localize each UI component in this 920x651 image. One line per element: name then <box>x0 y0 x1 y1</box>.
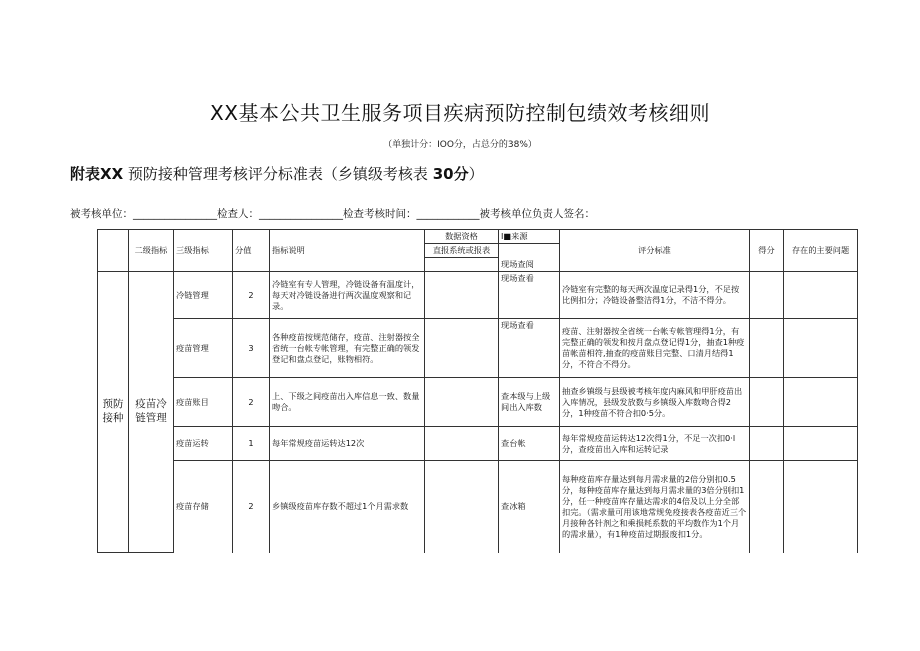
desc-cell: 上、下级之间疫苗出入库信息一致、数量吻合。 <box>270 378 425 427</box>
direct-report-cell <box>425 427 499 461</box>
header-level3: 三级指标 <box>174 230 233 272</box>
desc-cell: 每年常规疫苗运转达12次 <box>270 427 425 461</box>
direct-report-cell <box>425 319 499 378</box>
header-level1-cell <box>98 230 129 272</box>
field-check-cell: 查台帐 <box>499 427 560 461</box>
criteria-cell: 每种疫苗库存量达到每月需求量的2倍分别扣0.5分，每种疫苗库存量达到每月需求量的3倍分别扣1分，任一种疫苗库存量达需求的4倍及以上分全部扣完。（需求量可用该地常规免疫接表各疫苗近三个月接种各针剂之和乘损耗系数的平均数作为1个月的需求量），有1种疫苗过期报废扣1分。 <box>560 461 750 553</box>
header-field-blank <box>499 244 560 258</box>
header-desc: 指标说明 <box>270 230 425 272</box>
criteria-cell: 冷链室有完整的每天两次温度记录得1分，不足按比例扣分；冷链设备整洁得1分，不洁不得分。 <box>560 272 750 319</box>
page-subtitle: （单独计分：IOO分，占总分的38%） <box>383 140 537 150</box>
page-title: XX基本公共卫生服务项目疾病预防控制包绩效考核细则 <box>210 101 710 125</box>
header-score: 分值 <box>233 230 270 272</box>
points-cell <box>750 319 784 378</box>
table-row <box>98 378 858 427</box>
criteria-cell: 每年常规疫苗运转达12次得1分，不足一次扣0·l分，查疫苗出入库和运转记录 <box>560 427 750 461</box>
score-cell: 3 <box>233 319 270 378</box>
table-row <box>98 319 858 378</box>
table-title-prefix: 附表XX <box>70 165 124 183</box>
points-cell <box>750 378 784 427</box>
points-cell <box>750 272 784 319</box>
direct-report-cell <box>425 272 499 319</box>
assessment-table <box>97 229 858 553</box>
issues-cell <box>784 272 858 319</box>
issues-cell <box>784 461 858 553</box>
level2-cell: 疫苗冷链管理 <box>129 272 174 553</box>
table-title-main: 预防接种管理考核评分标准表（乡镇级考核表 <box>127 165 428 183</box>
score-cell: 1 <box>233 427 270 461</box>
desc-cell: 各种疫苗按规范储存，疫苗、注射器按全省统一台帐专帐管理，有完整正确的领发登记和盘点登记，账物相符。 <box>270 319 425 378</box>
score-cell: 2 <box>233 272 270 319</box>
level3-cell: 冷链管理 <box>174 272 233 319</box>
header-row-1 <box>98 230 858 244</box>
header-direct-report: 直报系统或报表 <box>425 244 499 258</box>
level3-cell: 疫苗存储 <box>174 461 233 553</box>
field-check-cell: 现场查看 <box>499 319 560 378</box>
header-data-source: 数据资格 <box>425 230 499 244</box>
header-level2: 二级指标 <box>129 230 174 272</box>
header-data-source-mark: I■来源 <box>499 230 560 244</box>
field-check-cell: 查本级与上级间出入库数 <box>499 378 560 427</box>
table-title <box>70 163 484 184</box>
header-field-check: 现场查阅 <box>499 258 560 272</box>
table-row <box>98 461 858 553</box>
points-cell <box>750 461 784 553</box>
level3-cell: 疫苗运转 <box>174 427 233 461</box>
desc-cell: 乡镇级疫苗库存数不超过1个月需求数 <box>270 461 425 553</box>
points-cell <box>750 427 784 461</box>
field-check-cell: 现场查看 <box>499 272 560 319</box>
criteria-cell: 抽查乡镇级与县级被考核年度内麻风和甲肝疫苗出入库情况，县级发放数与乡镇级入库数吻合得2分，1种疫苗不符合扣0·5分。 <box>560 378 750 427</box>
direct-report-cell <box>425 378 499 427</box>
direct-report-cell <box>425 461 499 553</box>
level1-cell: 预防接种 <box>98 272 129 553</box>
desc-cell: 冷链室有专人管理，冷链设备有温度计，每天对冷链设备进行两次温度观察和记录。 <box>270 272 425 319</box>
header-direct-blank <box>425 258 499 272</box>
table-title-score: 30分 <box>432 165 469 183</box>
level3-cell: 疫苗管理 <box>174 319 233 378</box>
level3-cell: 疫苗账目 <box>174 378 233 427</box>
assessment-info-line: 被考核单位：________________检查人：________________检查考核时间：____________被考核单位负责人签名： <box>70 208 595 220</box>
table-row <box>98 272 858 319</box>
issues-cell <box>784 427 858 461</box>
header-criteria: 评分标准 <box>560 230 750 272</box>
criteria-cell: 疫苗、注射器按全省统一台帐专帐管理得1分，有完整正确的领发和按月盘点登记得1分，抽查1种疫苗帐苗相符,抽查的疫苗账目完整、口清月结得1分，不符合不得分。 <box>560 319 750 378</box>
issues-cell <box>784 319 858 378</box>
header-issues: 存在的主要问题 <box>784 230 858 272</box>
issues-cell <box>784 378 858 427</box>
header-points: 得分 <box>750 230 784 272</box>
field-check-cell: 查冰箱 <box>499 461 560 553</box>
table-title-suffix: ） <box>468 165 484 183</box>
score-cell: 2 <box>233 461 270 553</box>
table-row <box>98 427 858 461</box>
score-cell: 2 <box>233 378 270 427</box>
